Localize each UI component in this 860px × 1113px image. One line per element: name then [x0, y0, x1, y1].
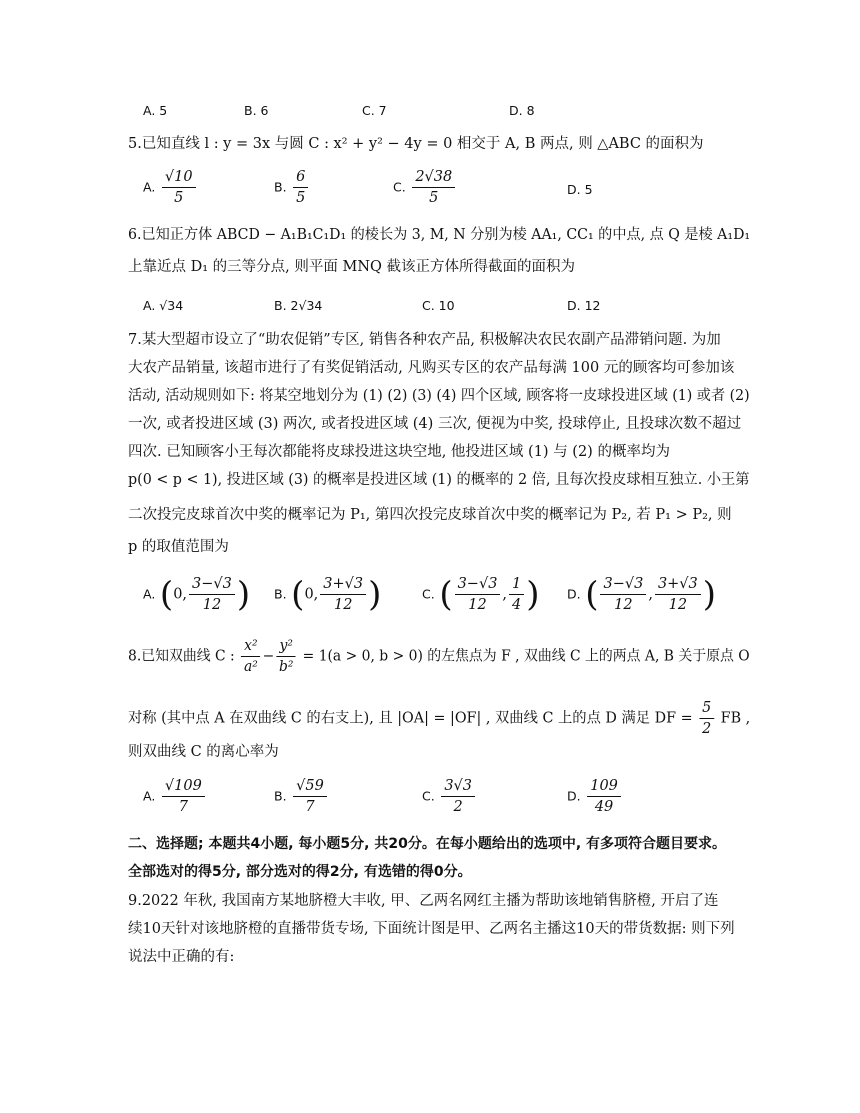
q8-x-numerator: x²	[241, 636, 260, 657]
q7-d-fraction-2	[655, 574, 701, 615]
q8-option-b-label: B.	[274, 788, 287, 804]
q7-d-fraction-1	[600, 574, 646, 615]
q8-b-denominator: 7	[305, 799, 315, 815]
q8-y-numerator: y²	[277, 636, 296, 657]
q7-d-denominator-2: 12	[668, 597, 688, 613]
q7-a-fraction	[189, 574, 235, 615]
q7-d-numerator-2: 3+√3	[655, 574, 701, 595]
q5-option-d: D. 5	[567, 182, 593, 197]
q8-fraction-x	[241, 636, 261, 677]
open-paren-icon: (	[585, 574, 599, 615]
q5-c-numerator: 2√38	[412, 167, 455, 188]
q7-a-left: 0,	[173, 586, 188, 603]
q7-option-b	[274, 574, 381, 615]
q7-stem-line-7: 二次投完皮球首次中奖的概率记为 P₁, 第四次投完皮球首次中奖的概率记为 P₂, 若 P₁ > P₂, 则	[128, 507, 732, 523]
close-paren-icon: )	[702, 574, 717, 615]
q8-d-fraction	[587, 776, 621, 817]
q5-option-c	[393, 167, 457, 208]
q7-b-fraction	[320, 574, 366, 615]
q4-option-c: C. 7	[362, 103, 387, 118]
q5-option-b-fraction	[293, 167, 308, 208]
open-paren-icon: (	[159, 574, 174, 615]
q8-option-c-label: C.	[422, 788, 435, 804]
q8-line1-pre: 8.已知双曲线 C :	[128, 648, 235, 665]
q7-stem-line-3: 活动, 活动规则如下: 将某空地划分为 (1) (2) (3) (4) 四个区域, 顾客将一皮球投进区域 (1) 或者 (2)	[128, 388, 750, 404]
q5-option-c-fraction	[412, 167, 455, 208]
q8-y-denominator: b²	[278, 659, 294, 675]
q8-x-denominator: a²	[243, 659, 258, 675]
q7-stem-line-8: p 的取值范围为	[128, 539, 229, 555]
q5-a-numerator: √10	[162, 167, 196, 188]
q8-d-denominator: 49	[594, 799, 614, 815]
section2-heading-line-2: 全部选对的得5分, 部分选对的得2分, 有选错的得0分。	[128, 864, 472, 880]
q7-b-numerator: 3+√3	[320, 574, 366, 595]
q7-stem-line-6: p(0 < p < 1), 投进区域 (3) 的概率是投进区域 (1) 的概率的 2 倍, 且每次投皮球相互独立. 小王第	[128, 472, 750, 488]
q7-option-a-label: A.	[143, 586, 156, 602]
q7-stem-line-1: 7.某大型超市设立了“助农促销”专区, 销售各种农产品, 积极解决农民农副产品滞销问题. 为加	[128, 332, 721, 348]
open-paren-icon: (	[439, 574, 453, 615]
q7-stem-line-5: 四次. 已知顾客小王每次都能将皮球投进这块空地, 他投进区域 (1) 与 (2) 的概率均为	[128, 444, 670, 460]
q7-c-denominator-2: 4	[512, 597, 522, 613]
q5-option-a-label: A.	[143, 179, 156, 195]
q6-stem-line-2: 上靠近点 D₁ 的三等分点, 则平面 MNQ 截该正方体所得截面的面积为	[128, 259, 576, 275]
q8-line1-post: = 1(a > 0, b > 0) 的左焦点为 F , 双曲线 C 上的两点 A, B 关于原点 O	[302, 648, 750, 665]
q8-line2-pre: 对称 (其中点 A 在双曲线 C 的右支上), 且 |OA| = |OF| , 双曲线 C 上的点 D 满足 DF =	[128, 710, 693, 727]
q5-option-b-label: B.	[274, 179, 287, 195]
q4-option-b: B. 6	[244, 103, 269, 118]
q7-stem-line-4: 一次, 或者投进区域 (3) 两次, 或者投进区域 (4) 三次, 便视为中奖, 投球停止, 且投球次数不超过	[128, 416, 742, 432]
q7-option-c-label: C.	[422, 586, 435, 602]
q8-line2-post: FB ,	[720, 710, 751, 727]
section2-heading-line-1: 二、选择题; 本题共4小题, 每小题5分, 共20分。在每小题给出的选项中, 有多项符合题目要求。	[128, 836, 727, 852]
q8-b-fraction	[293, 776, 327, 817]
q5-c-denominator: 5	[429, 190, 439, 206]
q7-b-left: 0,	[304, 586, 319, 603]
q5-option-a	[143, 167, 198, 208]
q8-stem-line-1: 8.已知双曲线 C : $\frac{\text{x²}}{\text{a²}}$ − $\frac{\text{y²}}{\text{b²}}$ = 1(a > 0, b > 0) 的左焦点为 F , 双曲线 C 上的两点 A, B 关于原点 O	[128, 638, 750, 675]
q7-d-numerator-1: 3−√3	[600, 574, 646, 595]
q8-a-denominator: 7	[178, 799, 188, 815]
q6-option-b: B. 2√34	[274, 298, 323, 313]
q8-b-numerator: √59	[293, 776, 327, 797]
q7-option-d-label: D.	[567, 586, 581, 602]
close-paren-icon: )	[236, 574, 251, 615]
q5-stem: 5.已知直线 l : y = 3x 与圆 C : x² + y² − 4y = 0 相交于 A, B 两点, 则 △ABC 的面积为	[128, 136, 704, 152]
q6-option-d: D. 12	[567, 298, 601, 313]
q8-d-numerator: 109	[587, 776, 621, 797]
q7-option-d: D. ( $\frac{3-√3}{12}$ , $\frac{3+√3}{12}$ )	[567, 574, 717, 615]
q8-ratio-denominator: 2	[702, 721, 712, 737]
q7-c-fraction-1	[455, 574, 501, 615]
q5-b-numerator: 6	[293, 167, 308, 188]
q7-option-b-label: B.	[274, 586, 287, 602]
open-paren-icon: (	[291, 574, 305, 615]
q5-option-a-fraction	[162, 167, 196, 208]
q4-option-d: D. 8	[509, 103, 535, 118]
q4-option-a: A. 5	[143, 103, 168, 118]
q8-ratio-numerator: 5	[699, 698, 714, 719]
q5-option-c-label: C.	[393, 179, 406, 195]
q8-a-numerator: √109	[162, 776, 205, 797]
q7-b-denominator: 12	[333, 597, 353, 613]
q8-option-a-label: A.	[143, 788, 156, 804]
q8-option-b	[274, 776, 329, 817]
q8-option-d-label: D.	[567, 788, 581, 804]
q7-a-numerator: 3−√3	[189, 574, 235, 595]
q8-fraction-y	[276, 636, 296, 677]
q8-stem-line-3: 则双曲线 C 的离心率为	[128, 744, 279, 760]
q9-stem-line-1: 9.2022 年秋, 我国南方某地脐橙大丰收, 甲、乙两名网红主播为帮助该地销售脐橙, 开启了连	[128, 893, 719, 909]
q8-c-numerator: 3√3	[441, 776, 475, 797]
q9-stem-line-2: 续10天针对该地脐橙的直播带货专场, 下面统计图是甲、乙两名主播这10天的带货数据: 则下列	[128, 921, 735, 937]
q6-option-c: C. 10	[422, 298, 455, 313]
q6-stem-line-1: 6.已知正方体 ABCD − A₁B₁C₁D₁ 的棱长为 3, M, N 分别为棱 AA₁, CC₁ 的中点, 点 Q 是棱 A₁D₁	[128, 227, 751, 243]
q8-option-a	[143, 776, 207, 817]
q8-a-fraction	[162, 776, 205, 817]
q7-c-numerator-2: 1	[509, 574, 524, 595]
q7-c-denominator-1: 12	[468, 597, 487, 613]
q7-c-numerator-1: 3−√3	[455, 574, 501, 595]
q7-stem-line-2: 大农产品销量, 该超市进行了有奖促销活动, 凡购买专区的农产品每满 100 元的顾客均可参加该	[128, 360, 735, 376]
q7-d-denominator-1: 12	[614, 597, 633, 613]
close-paren-icon: )	[368, 574, 382, 615]
q7-option-a	[143, 574, 250, 615]
q5-a-denominator: 5	[174, 190, 184, 206]
q8-stem-line-2	[128, 698, 750, 739]
q8-option-c	[422, 776, 477, 817]
q8-c-denominator: 2	[453, 799, 463, 815]
q8-ratio-fraction	[699, 698, 714, 739]
close-paren-icon: )	[526, 574, 540, 615]
q9-stem-line-3: 说法中正确的有:	[128, 949, 235, 965]
q8-c-fraction	[441, 776, 475, 817]
q7-option-c: C. ( $\frac{3-√3}{12}$ , $\frac{1}{4}$ )	[422, 574, 540, 615]
q8-option-d	[567, 776, 623, 817]
q5-option-b	[274, 167, 310, 208]
q6-option-a: A. √34	[143, 298, 184, 313]
q7-a-denominator: 12	[202, 597, 222, 613]
q7-c-fraction-2	[509, 574, 524, 615]
q5-b-denominator: 5	[296, 190, 306, 206]
